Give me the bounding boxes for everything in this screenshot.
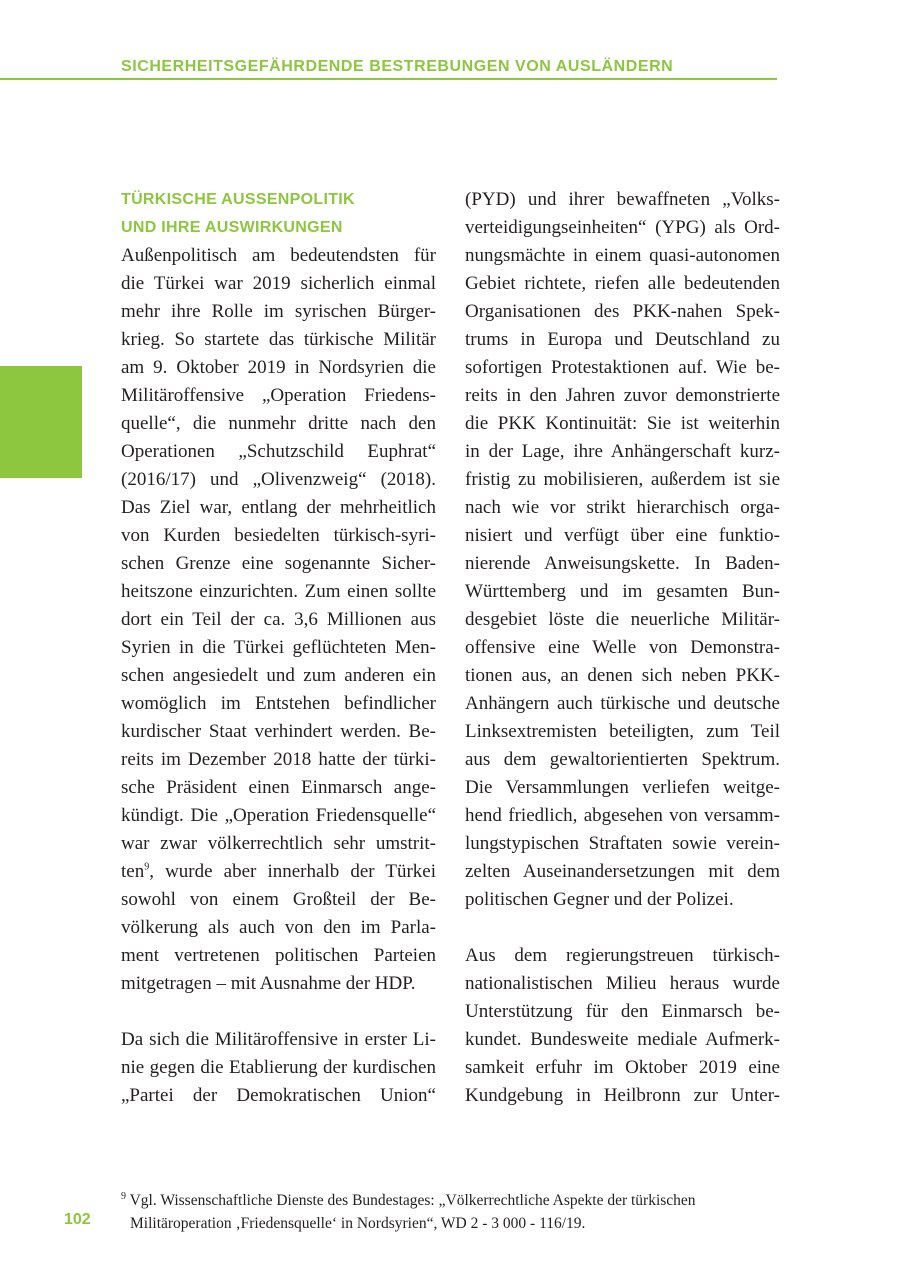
text-line: die Türkei war 2019 sicherlich einmal [121,273,436,294]
text-line: heitszone einzurichten. Zum einen sollte [121,581,436,602]
text-line: Kundgebung in Heilbronn zur Unter- [465,1085,780,1106]
text-line: samkeit erfuhr im Oktober 2019 eine [465,1057,780,1078]
text-line: sofortigen Protestaktionen auf. Wie be- [465,357,780,378]
text-line: nationalistischen Milieu heraus wurde [465,973,780,994]
left-paragraph-1-continued [121,886,436,998]
left-column [121,186,436,1110]
text-line: Das Ziel war, entlang der mehrheitlich [121,497,436,518]
text-line: fristig zu mobilisieren, außerdem ist sie [465,469,780,490]
text-line: die PKK Kontinuität: Sie ist weiterhin [465,413,780,434]
text-line: quelle“, die nunmehr dritte nach den [121,413,436,434]
footnote [121,1189,781,1235]
footnote-text: Vgl. Wissenschaftliche Dienste des Bundestages: „Völkerrechtliche Aspekte der türkischen [126,1192,696,1209]
text-line: politischen Gegner und der Polizei. [465,889,734,910]
text-line: (PYD) und ihrer bewaffneten „Volks- [465,189,780,210]
text-line: nungsmächte in einem quasi-autonomen [465,245,780,266]
text-line: lungstypischen Straftaten sowie verein- [465,833,780,854]
text-line: aus dem gewaltorientierten Spektrum. [465,749,780,770]
text-line: Württemberg und im gesamten Bun- [465,581,780,602]
text-line: hend friedlich, abgesehen von versamm- [465,805,780,826]
text-line: krieg. So startete das türkische Militär [121,329,436,350]
text-line: nierende Anweisungskette. In Baden- [465,553,780,574]
text-line: Außenpolitisch am bedeutendsten für [121,245,436,266]
section-heading-line-1: TÜRKISCHE AUSSENPOLITIK [121,191,355,208]
running-head: SICHERHEITSGEFÄHRDENDE BESTREBUNGEN VON AUSLÄNDERN [121,58,674,75]
text-line: völkerung als auch von den im Parla- [121,917,436,938]
text-line: Militäroffensive „Operation Friedens- [121,385,436,406]
text-line-footnote-ref [121,858,436,886]
text-line: Unterstützung für den Einmarsch be- [465,1001,780,1022]
text-line: von Kurden besiedelten türkisch-syri- [121,525,436,546]
text-line: Organisationen des PKK-nahen Spek- [465,301,780,322]
text-line: Gebiet richtete, riefen alle bedeutenden [465,273,780,294]
text-line: Da sich die Militäroffensive in erster Li- [121,1029,436,1050]
text-line: Anhängern auch türkische und deutsche [465,693,780,714]
text-line: offensive eine Welle von Demonstra- [465,637,780,658]
text-line: desgebiet löste die neuerliche Militär- [465,609,780,630]
text-line: womöglich im Entstehen befindlicher [121,693,436,714]
text-line: dort ein Teil der ca. 3,6 Millionen aus [121,609,436,630]
text-line: in der Lage, ihre Anhängerschaft kurz- [465,441,780,462]
section-heading-line-2: UND IHRE AUSWIRKUNGEN [121,219,343,236]
page-number: 102 [64,1211,91,1228]
text-line: trums in Europa und Deutschland zu [465,329,780,350]
text-line: am 9. Oktober 2019 in Nordsyrien die [121,357,436,378]
text-line: zelten Auseinandersetzungen mit dem [465,861,780,882]
text-line: verteidigungseinheiten“ (YPG) als Ord- [465,217,780,238]
text-line: schen Grenze eine sogenannte Sicher- [121,553,436,574]
text-line: (2016/17) und „Olivenzweig“ (2018). [121,469,436,490]
text-line: Syrien in die Türkei geflüchteten Men- [121,637,436,658]
right-paragraph-2 [465,942,780,1110]
paragraph-gap [465,914,780,942]
text-line: reits im Dezember 2018 hatte der türki- [121,749,436,770]
chapter-side-tab [0,366,82,478]
right-column [465,186,780,1110]
right-paragraph-1 [465,186,780,914]
text-fragment: , wurde aber innerhalb der Türkei [149,861,436,882]
text-line: nisiert und verfügt über eine funktio- [465,525,780,546]
text-line: kurdischer Staat verhindert werden. Be- [121,721,436,742]
text-line: sche Präsident einen Einmarsch ange- [121,777,436,798]
text-line: „Partei der Demokratischen Union“ [121,1085,436,1106]
text-line: war zwar völkerrechtlich sehr umstrit- [121,833,436,854]
text-line: mehr ihre Rolle im syrischen Bürger- [121,301,436,322]
text-line: tionen aus, an denen sich neben PKK- [465,665,780,686]
text-line: Operationen „Schutzschild Euphrat“ [121,441,436,462]
text-line: Linksextremisten beteiligten, zum Teil [465,721,780,742]
text-line: Aus dem regierungstreuen türkisch- [465,945,780,966]
text-line: reits in den Jahren zuvor demonstrierte [465,385,780,406]
footnote-line-2: Militäroperation ‚Friedensquelle‘ in Nordsyrien“, WD 2 - 3 000 - 116/19. [130,1215,586,1232]
text-line: ment vertretenen politischen Parteien [121,945,436,966]
paragraph-gap [121,998,436,1026]
text-line: schen angesiedelt und zum anderen ein [121,665,436,686]
text-line: mitgetragen – mit Ausnahme der HDP. [121,973,416,994]
text-line: nach wie vor strikt hierarchisch orga- [465,497,780,518]
footnote-reference[interactable]: 9 [144,861,150,873]
text-line: kundet. Bundesweite mediale Aufmerk- [465,1029,780,1050]
left-paragraph-1 [121,242,436,858]
text-line: sowohl von einem Großteil der Be- [121,889,436,910]
text-line: kündigt. Die „Operation Friedensquelle“ [121,805,436,826]
footnote-line-1 [121,1189,781,1212]
text-fragment: ten [121,861,145,882]
footnote-mark: 9 [121,1190,126,1202]
left-paragraph-2 [121,1026,436,1110]
text-line: nie gegen die Etablierung der kurdischen [121,1057,436,1078]
header-rule [0,78,777,80]
text-line: Die Versammlungen verliefen weitge- [465,777,780,798]
